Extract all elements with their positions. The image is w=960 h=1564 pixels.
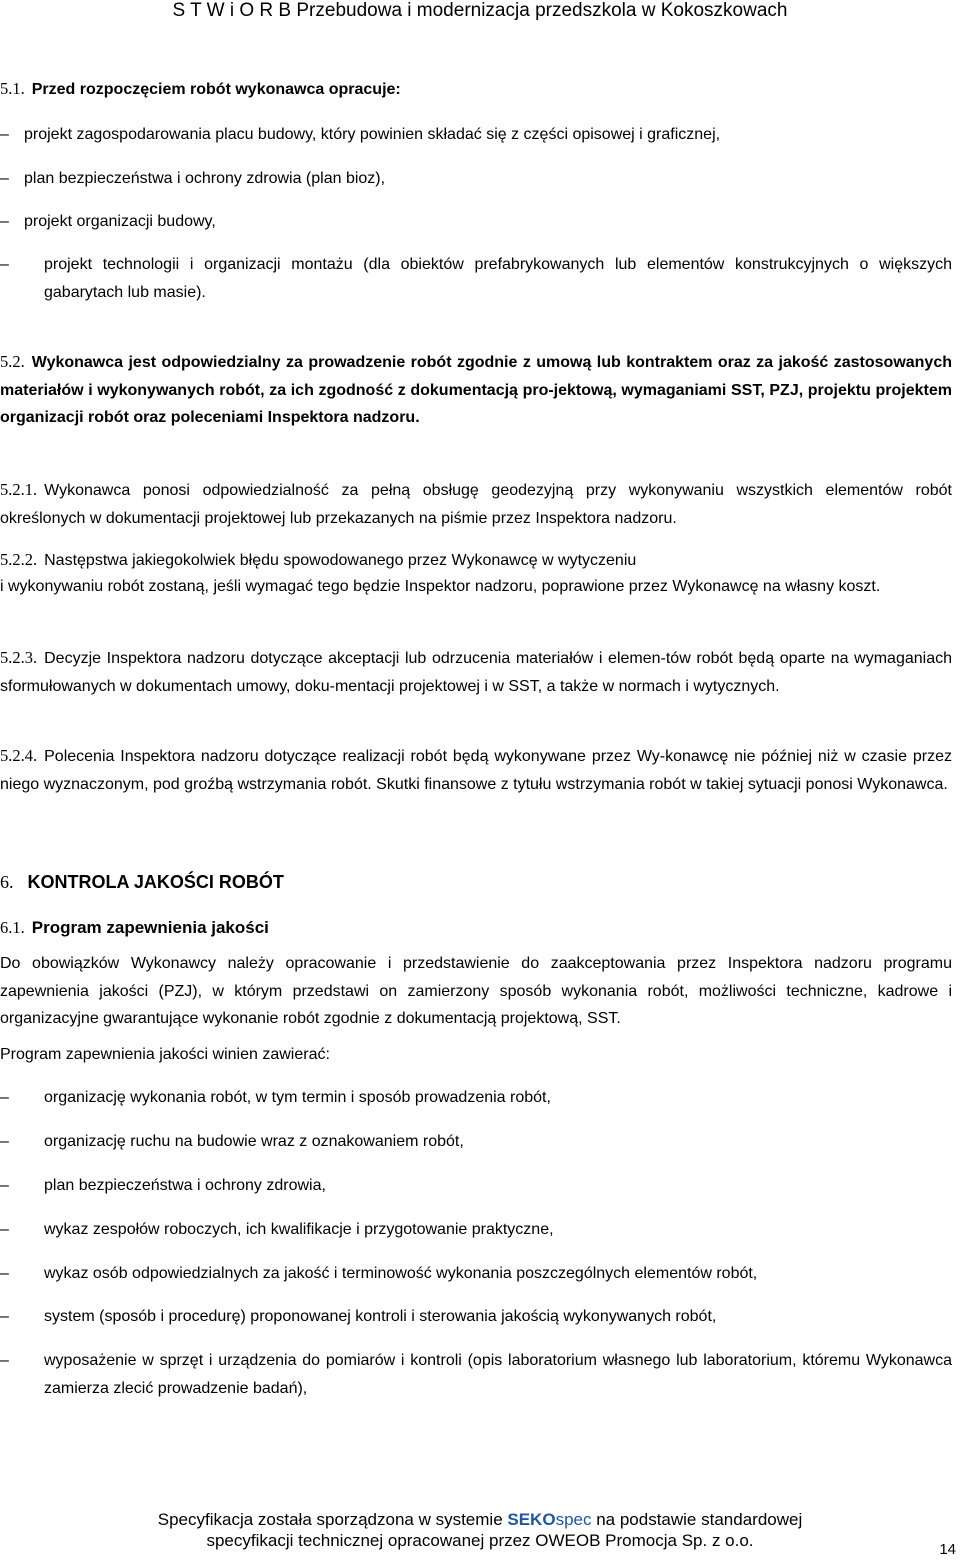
section-title: Program zapewnienia jakości — [31, 918, 269, 937]
footer-line-2: specyfikacji technicznej opracowanej przez OWEOB Promocja Sp. z o.o. — [206, 1531, 754, 1550]
section-text: Wykonawca jest odpowiedzialny za prowadzenie robót zgodnie z umową lub kontraktem oraz za jakość zastosowanych materiałów i wykonywanych robót, za ich zgodność z dokumentacją pro-jektową, wymaganiami SST, PZJ, projektu projektem organizacji robót oraz poleceniami Inspektora nadzoru. — [0, 354, 952, 426]
list-item: – wykaz zespołów roboczych, ich kwalifikacje i przygotowanie praktyczne, — [0, 1216, 952, 1244]
sekospec-logo-suffix: spec — [555, 1510, 592, 1529]
section-text: Decyzje Inspektora nadzoru dotyczące akceptacji lub odrzucenia materiałów i elemen-tów robót będą oparte na wymaganiach sformułowanych w dokumentach umowy, doku-mentacji projektowej i w SST, a także w normach i wytycznych. — [0, 650, 952, 695]
section-number: 6. — [0, 872, 14, 892]
list-item: – projekt zagospodarowania placu budowy, który powinien składać się z części opisowej i graficznej, — [0, 121, 952, 149]
dash-bullet: – — [0, 1177, 9, 1194]
dash-bullet: – — [0, 1352, 9, 1369]
section-5-2-3 — [0, 644, 952, 700]
section-number: 5.2. — [0, 352, 25, 371]
dash-bullet: – — [0, 1089, 9, 1106]
page-footer — [0, 1509, 960, 1551]
section-number: 5.2.3. — [0, 648, 38, 667]
dash-bullet: – — [0, 213, 9, 230]
sekospec-logo: SEKO — [507, 1510, 556, 1529]
dash-bullet: – — [0, 1265, 9, 1282]
dash-bullet: – — [0, 126, 9, 143]
list-item: – wyposażenie w sprzęt i urządzenia do pomiarów i kontroli (opis laboratorium własnego lub laboratorium, któremu Wykonawca zamierza zlecić prowadzenie badań), — [0, 1347, 952, 1402]
section-number: 6.1. — [0, 918, 25, 937]
section-5-2-1 — [0, 476, 952, 532]
list-item: – organizację wykonania robót, w tym termin i sposób prowadzenia robót, — [0, 1084, 952, 1112]
page-header: S T W i O R B Przebudowa i modernizacja przedszkola w Kokoszkowach — [172, 0, 788, 21]
dash-bullet: – — [0, 1221, 9, 1238]
footer-line-1: Specyfikacja została sporządzona w systemie SEKOspec na podstawie standardowej — [157, 1510, 803, 1529]
section-5-2-4 — [0, 742, 952, 798]
section-number: 5.2.4. — [0, 746, 38, 765]
section-number: 5.1. — [0, 79, 25, 98]
list-item: – projekt technologii i organizacji montażu (dla obiektów prefabrykowanych lub elementów konstrukcyjnych o większych gabarytach lub masie). — [0, 251, 952, 306]
page-number: 14 — [939, 1541, 956, 1558]
section-5-2-2-rest: i wykonywaniu robót zostaną, jeśli wymagać tego będzie Inspektor nadzoru, poprawione przez Wykonawcę na własny koszt. — [0, 578, 881, 595]
section-6-heading — [0, 870, 284, 894]
list-item: – system (sposób i procedurę) proponowanej kontroli i sterowania jakością wykonywanych robót, — [0, 1303, 952, 1331]
section-number: 5.2.2. — [0, 550, 38, 569]
list-item: – plan bezpieczeństwa i ochrony zdrowia, — [0, 1172, 952, 1200]
section-title: Przed rozpoczęciem robót wykonawca opracuje: — [31, 81, 401, 98]
section-6-1-heading — [0, 914, 952, 942]
section-5-2-2-line1 — [0, 546, 952, 575]
dash-bullet: – — [0, 1308, 9, 1325]
list-item: – wykaz osób odpowiedzialnych za jakość i terminowość wykonania poszczególnych elementów robót, — [0, 1260, 952, 1288]
list-item: – organizację ruchu na budowie wraz z oznakowaniem robót, — [0, 1128, 952, 1156]
section-text: Polecenia Inspektora nadzoru dotyczące realizacji robót będą wykonywane przez Wy-konawcę nie później niż w czasie przez niego wyznaczonym, pod groźbą wstrzymania robót. Skutki finansowe z tytułu wstrzymania robót w takiej sytuacji ponosi Wykonawca. — [0, 748, 952, 793]
section-title: KONTROLA JAKOŚCI ROBÓT — [27, 872, 284, 892]
list-item: – projekt organizacji budowy, — [0, 208, 952, 236]
section-text: Następstwa jakiegokolwiek błędu spowodowanego przez Wykonawcę w wytyczeniu — [44, 552, 637, 569]
section-6-1-intro: Program zapewnienia jakości winien zawierać: — [0, 1046, 330, 1063]
section-6-1-paragraph: Do obowiązków Wykonawcy należy opracowanie i przedstawienie do zaakceptowania przez Inspektora nadzoru programu zapewnienia jakości (PZJ), w którym przedstawi on zamierzony sposób wykonania robót, możliwości techniczne, kadrowe i organizacyjne gwarantujące wykonanie robót zgodnie z dokumentacją projektową, SST. — [0, 955, 952, 1027]
dash-bullet: – — [0, 170, 9, 187]
section-5-1-heading — [0, 75, 952, 104]
dash-bullet: – — [0, 256, 9, 273]
list-item: – plan bezpieczeństwa i ochrony zdrowia (plan bioz), — [0, 165, 952, 193]
section-text: Wykonawca ponosi odpowiedzialność za pełną obsługę geodezyjną przy wykonywaniu wszystkich elementów robót określonych w dokumentacji projektowej lub przekazanych na piśmie przez Inspektora nadzoru. — [0, 482, 952, 527]
section-number: 5.2.1. — [0, 480, 38, 499]
section-5-2 — [0, 348, 952, 432]
dash-bullet: – — [0, 1133, 9, 1150]
